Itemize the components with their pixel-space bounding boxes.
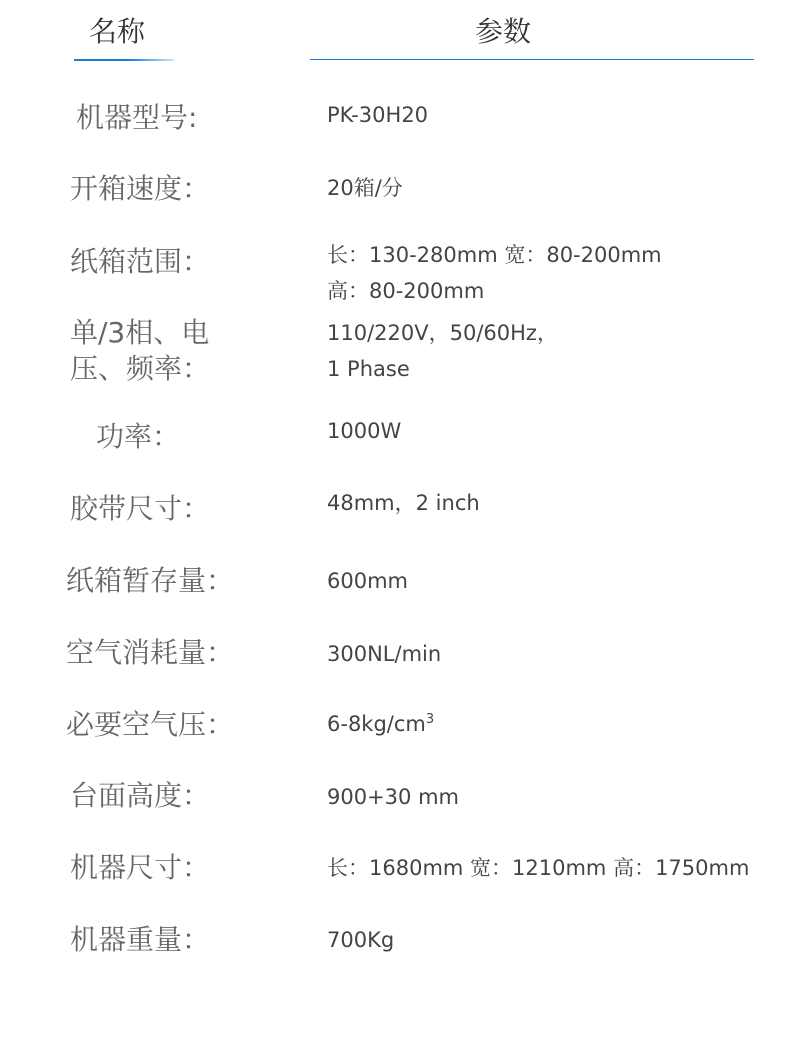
spec-label-carton-range: 纸箱范围： xyxy=(70,245,211,278)
column-header-parameters: 参数 xyxy=(475,15,532,48)
spec-value-tape-size: 48mm，2 inch xyxy=(327,491,480,515)
spec-label-voltage-line1: 单/3相、电 xyxy=(70,316,210,349)
air-pressure-value-text: 6-8kg/cm xyxy=(327,712,426,736)
spec-label-air-pressure: 必要空气压： xyxy=(66,708,235,741)
spec-value-model: PK-30H20 xyxy=(327,103,429,127)
spec-value-voltage-line2: 1 Phase xyxy=(327,357,410,381)
spec-value-power: 1000W xyxy=(327,419,402,443)
spec-label-carton-storage: 纸箱暂存量： xyxy=(66,564,235,597)
spec-label-machine-weight: 机器重量： xyxy=(70,923,211,956)
spec-label-power: 功率： xyxy=(96,420,181,453)
spec-value-box-speed: 20箱/分 xyxy=(327,176,403,200)
column-header-name: 名称 xyxy=(89,15,146,48)
header-underline-parameters xyxy=(310,59,754,60)
spec-value-voltage-line1: 110/220V，50/60Hz， xyxy=(327,321,558,345)
spec-label-voltage-line2: 压、频率： xyxy=(70,352,211,385)
spec-label-machine-size: 机器尺寸： xyxy=(70,851,211,884)
spec-value-carton-storage: 600mm xyxy=(327,569,408,593)
spec-value-machine-weight: 700Kg xyxy=(327,928,395,952)
spec-value-carton-range-line1: 长：130-280mm 宽：80-200mm xyxy=(327,243,662,267)
spec-label-tape-size: 胶带尺寸： xyxy=(70,492,211,525)
spec-value-carton-range-line2: 高：80-200mm xyxy=(327,279,485,303)
spec-label-model: 机器型号: xyxy=(76,101,198,134)
spec-label-table-height: 台面高度： xyxy=(70,779,211,812)
spec-value-air-pressure xyxy=(327,702,434,742)
header-underline-name xyxy=(74,59,174,61)
air-pressure-superscript: 3 xyxy=(425,712,435,727)
spec-value-table-height: 900+30 mm xyxy=(327,785,459,809)
spec-label-air-consumption: 空气消耗量： xyxy=(66,636,235,669)
spec-label-box-speed: 开箱速度： xyxy=(70,172,211,205)
spec-value-machine-size: 长：1680mm 宽：1210mm 高：1750mm xyxy=(327,856,750,880)
spec-value-air-consumption: 300NL/min xyxy=(327,642,442,666)
